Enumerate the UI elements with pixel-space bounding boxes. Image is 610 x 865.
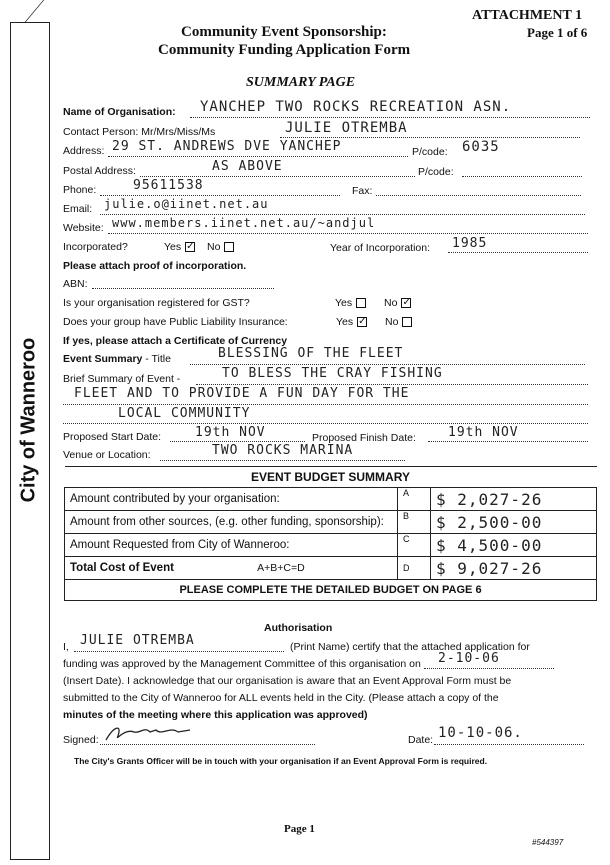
form-title-line2: Community Funding Application Form: [158, 42, 411, 58]
fax-line: [376, 195, 581, 196]
gst-yes: Yes: [335, 297, 366, 309]
budget-formula: A+B+C=D: [257, 562, 305, 574]
brief-underline2: [63, 404, 588, 405]
auth-name-value: JULIE OTREMBA: [80, 633, 195, 648]
venue-label: Venue or Location:: [63, 449, 151, 461]
summary-title: SUMMARY PAGE: [246, 75, 356, 90]
budget-title: EVENT BUDGET SUMMARY: [65, 467, 597, 488]
signature-image: [100, 722, 195, 744]
approval-date-value: 2-10-06: [438, 651, 500, 666]
page-count: Page 1 of 6: [527, 25, 588, 40]
budget-row-value: $ 2,027-26: [431, 488, 597, 511]
date-value: 10-10-06.: [438, 725, 523, 741]
budget-total-row: [65, 557, 597, 580]
year-label: Year of Incorporation:: [330, 242, 431, 254]
budget-row-value: $ 2,500-00: [431, 511, 597, 534]
brief-underline1: [196, 384, 588, 385]
address-label: Address:: [63, 145, 105, 157]
email-value: julie.o@iinet.net.au: [104, 197, 269, 211]
event-summary-label: Event Summary - Title: [63, 353, 171, 365]
auth-line1: (Print Name) certify that the attached application for: [290, 641, 530, 653]
email-line: [100, 214, 585, 215]
year-line: [448, 252, 588, 253]
pli-no-checkbox[interactable]: [402, 317, 412, 327]
budget-row: [65, 488, 597, 511]
budget-row-label: Amount contributed by your organisation:: [65, 488, 398, 511]
contact-line: [280, 137, 580, 138]
date-label: Date:: [408, 734, 434, 746]
budget-table: [64, 466, 597, 601]
org-label: Name of Organisation:: [63, 106, 176, 118]
pcode-value: 6035: [462, 139, 500, 155]
auth-name-line: [74, 651, 284, 652]
start-date-label: Proposed Start Date:: [63, 431, 162, 443]
auth-title: Authorisation: [264, 622, 333, 634]
date-line: [434, 744, 584, 745]
corner-mark: [3, 0, 44, 22]
brief-line2: FLEET AND TO PROVIDE A FUN DAY FOR THE: [74, 386, 410, 401]
contact-label: Contact Person: Mr/Mrs/Miss/Ms: [63, 126, 216, 138]
event-title-line: [190, 364, 585, 365]
website-line: [108, 233, 588, 234]
reference-number: #544397: [532, 838, 564, 847]
signed-label: Signed:: [63, 734, 99, 746]
incorporated-label: Incorporated?: [63, 241, 128, 253]
postal-line: [140, 176, 415, 177]
incorporated-no-checkbox[interactable]: [224, 242, 234, 252]
gst-yes-checkbox[interactable]: [356, 298, 366, 308]
pcode-label: P/code:: [412, 146, 448, 158]
pli-yes-checkbox[interactable]: ✓: [358, 316, 367, 328]
budget-row-code: A: [398, 488, 431, 511]
postal-pcode-line: [462, 176, 582, 177]
start-date-value: 19th NOV: [195, 425, 266, 440]
auth-line3: (Insert Date). I acknowledge that our organisation is aware that an Event Approval Form must be: [63, 675, 512, 687]
sidebar-org-name: City of Wanneroo: [17, 337, 40, 503]
page-number: Page 1: [284, 823, 315, 835]
budget-row: [65, 511, 597, 534]
event-title-value: BLESSING OF THE FLEET: [218, 346, 404, 361]
budget-row-label: Amount from other sources, (e.g. other funding, sponsorship):: [65, 511, 398, 534]
budget-total-label: Total Cost of Event A+B+C=D: [65, 557, 398, 580]
incorporated-yes-checkbox[interactable]: ✓: [186, 241, 195, 253]
email-label: Email:: [63, 203, 93, 215]
auth-line4: submitted to the City of Wanneroo for ALL events held in the City. (Please attach a copy of the: [63, 692, 499, 704]
phone-value: 95611538: [133, 178, 204, 193]
brief-label: Brief Summary of Event -: [63, 373, 181, 385]
cert-note: If yes, please attach a Certificate of Currency: [63, 335, 288, 347]
signed-line: [100, 744, 315, 745]
abn-line: [92, 288, 274, 289]
incorporated-yes: Yes ✓: [164, 241, 195, 253]
pli-label: Does your group have Public Liability Insurance:: [63, 316, 288, 328]
gst-no: No ✓: [384, 297, 411, 309]
budget-row-code: C: [398, 534, 431, 557]
form-title-line1: Community Event Sponsorship:: [181, 24, 387, 40]
finish-date-line: [428, 441, 588, 442]
auth-line2: funding was approved by the Management Committee of this organisation on: [63, 658, 421, 670]
brief-line3: LOCAL COMMUNITY: [118, 406, 251, 421]
auth-i-label: I,: [63, 641, 69, 653]
pli-yes: Yes ✓: [336, 316, 367, 328]
budget-row-label: Amount Requested from City of Wanneroo:: [65, 534, 398, 557]
brief-underline3: [63, 423, 588, 424]
budget-total-value: $ 9,027-26: [431, 557, 597, 580]
gst-label: Is your organisation registered for GST?: [63, 297, 250, 309]
finish-date-label: Proposed Finish Date:: [312, 432, 416, 444]
pli-no: No: [385, 316, 412, 328]
phone-line: [100, 195, 340, 196]
brief-line1: TO BLESS THE CRAY FISHING: [222, 366, 443, 381]
address-line: [108, 156, 408, 157]
postal-value: AS ABOVE: [212, 159, 283, 174]
fax-label: Fax:: [352, 185, 373, 197]
budget-row: [65, 534, 597, 557]
proof-note: Please attach proof of incorporation.: [63, 260, 247, 272]
year-value: 1985: [452, 236, 488, 251]
venue-value: TWO ROCKS MARINA: [212, 443, 354, 458]
phone-label: Phone:: [63, 184, 97, 196]
postal-label: Postal Address:: [63, 165, 136, 177]
finish-date-value: 19th NOV: [448, 425, 519, 440]
auth-line5: minutes of the meeting where this application was approved): [63, 709, 368, 721]
website-label: Website:: [63, 222, 104, 234]
org-value: YANCHEP TWO ROCKS RECREATION ASN.: [200, 99, 512, 115]
postal-pcode-label: P/code:: [418, 166, 454, 178]
incorporated-no: No: [207, 241, 234, 253]
start-date-line: [170, 441, 305, 442]
approval-date-line: [424, 668, 554, 669]
gst-no-checkbox[interactable]: ✓: [402, 297, 411, 309]
officer-note: The City's Grants Officer will be in touch with your organisation if an Event Approval Form is required.: [74, 756, 488, 766]
org-line: [190, 117, 590, 118]
address-value: 29 ST. ANDREWS DVE YANCHEP: [112, 139, 342, 154]
budget-total-code: D: [398, 557, 431, 580]
budget-row-code: B: [398, 511, 431, 534]
website-value: www.members.iinet.net.au/~andjul: [112, 216, 376, 230]
budget-note: PLEASE COMPLETE THE DETAILED BUDGET ON PAGE 6: [65, 580, 597, 601]
contact-value: JULIE OTREMBA: [285, 120, 408, 136]
budget-row-value: $ 4,500-00: [431, 534, 597, 557]
attachment-label: ATTACHMENT 1: [472, 8, 583, 23]
abn-label: ABN:: [63, 278, 88, 290]
venue-line: [160, 460, 405, 461]
